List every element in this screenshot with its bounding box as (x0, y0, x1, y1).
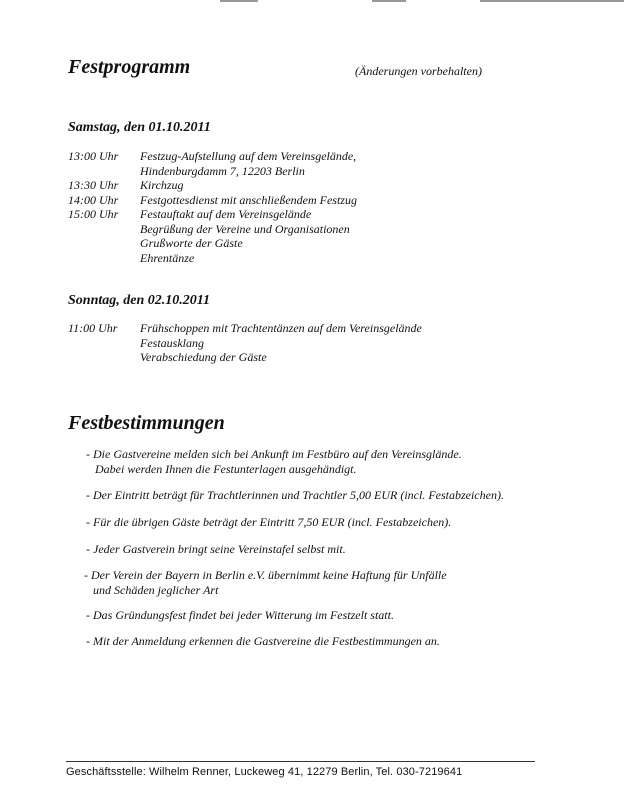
entry-line: Festauftakt auf dem Vereinsgelände (140, 207, 312, 221)
entry-line: Begrüßung der Vereine und Organisationen (140, 221, 350, 236)
schedule-entry (68, 321, 422, 365)
scan-artifact (220, 0, 258, 2)
rule-item (86, 447, 462, 476)
footer-address: Geschäftsstelle: Wilhelm Renner, Luckeweg 41, 12279 Berlin, Tel. 030-7219641 (66, 766, 463, 778)
entry-line: Frühschoppen mit Trachtentänzen auf dem Vereinsgelände (140, 321, 422, 335)
entry-line: Grußworte der Gäste (140, 236, 243, 250)
scan-artifact (372, 0, 406, 2)
rule-line: - Der Verein der Bayern in Berlin e.V. übernimmt keine Haftung für Unfälle (84, 568, 447, 582)
schedule-entry (68, 193, 357, 208)
day1-schedule (68, 149, 357, 265)
rule-line: - Das Gründungsfest findet bei jeder Witterung im Festzelt statt. (86, 608, 394, 622)
day2-heading: Sonntag, den 02.10.2011 (68, 293, 210, 308)
rule-item (86, 542, 346, 557)
rules-title: Festbestimmungen (68, 412, 225, 434)
schedule-entry (68, 149, 357, 178)
rule-line: und Schäden jeglicher Art (93, 582, 219, 597)
schedule-entry (68, 178, 357, 193)
rule-item (84, 568, 447, 597)
entry-line: Hindenburgdamm 7, 12203 Berlin (140, 163, 305, 178)
scan-artifact (480, 0, 624, 2)
entry-line: Verabschiedung der Gäste (140, 350, 267, 364)
footer-divider (66, 761, 535, 762)
entry-line: Kirchzug (140, 178, 184, 192)
entry-line: Festzug-Aufstellung auf dem Vereinsgelände, (140, 149, 357, 163)
entry-time: 13:00 Uhr (68, 149, 119, 163)
rule-line: - Der Eintritt beträgt für Trachtlerinnen und Trachtler 5,00 EUR (incl. Festabzeichen). (86, 488, 504, 502)
schedule-entry (68, 207, 357, 265)
page-title: Festprogramm (68, 56, 191, 78)
entry-time: 14:00 Uhr (68, 192, 119, 207)
rule-item (86, 634, 440, 649)
entry-line: Festgottesdienst mit anschließendem Festzug (140, 192, 357, 207)
rule-item (86, 608, 394, 623)
entry-time: 15:00 Uhr (68, 207, 119, 221)
rule-item (86, 488, 504, 503)
rule-line: Dabei werden Ihnen die Festunterlagen ausgehändigt. (95, 461, 357, 476)
entry-line: Festausklang (140, 335, 204, 350)
rule-line: - Die Gastvereine melden sich bei Ankunft im Festbüro auf den Vereinsglände. (86, 447, 462, 461)
entry-time: 13:30 Uhr (68, 178, 119, 192)
rule-item (86, 515, 451, 530)
day1-heading: Samstag, den 01.10.2011 (68, 120, 211, 135)
rule-line: - Für die übrigen Gäste beträgt der Eintritt 7,50 EUR (incl. Festabzeichen). (86, 515, 452, 529)
rule-line: - Mit der Anmeldung erkennen die Gastvereine die Festbestimmungen an. (86, 634, 440, 648)
day2-schedule (68, 321, 422, 365)
rule-line: - Jeder Gastverein bringt seine Vereinstafel selbst mit. (86, 542, 346, 556)
entry-line: Ehrentänze (140, 250, 195, 265)
changes-note: (Änderungen vorbehalten) (355, 64, 482, 78)
entry-time: 11:00 Uhr (68, 321, 118, 335)
